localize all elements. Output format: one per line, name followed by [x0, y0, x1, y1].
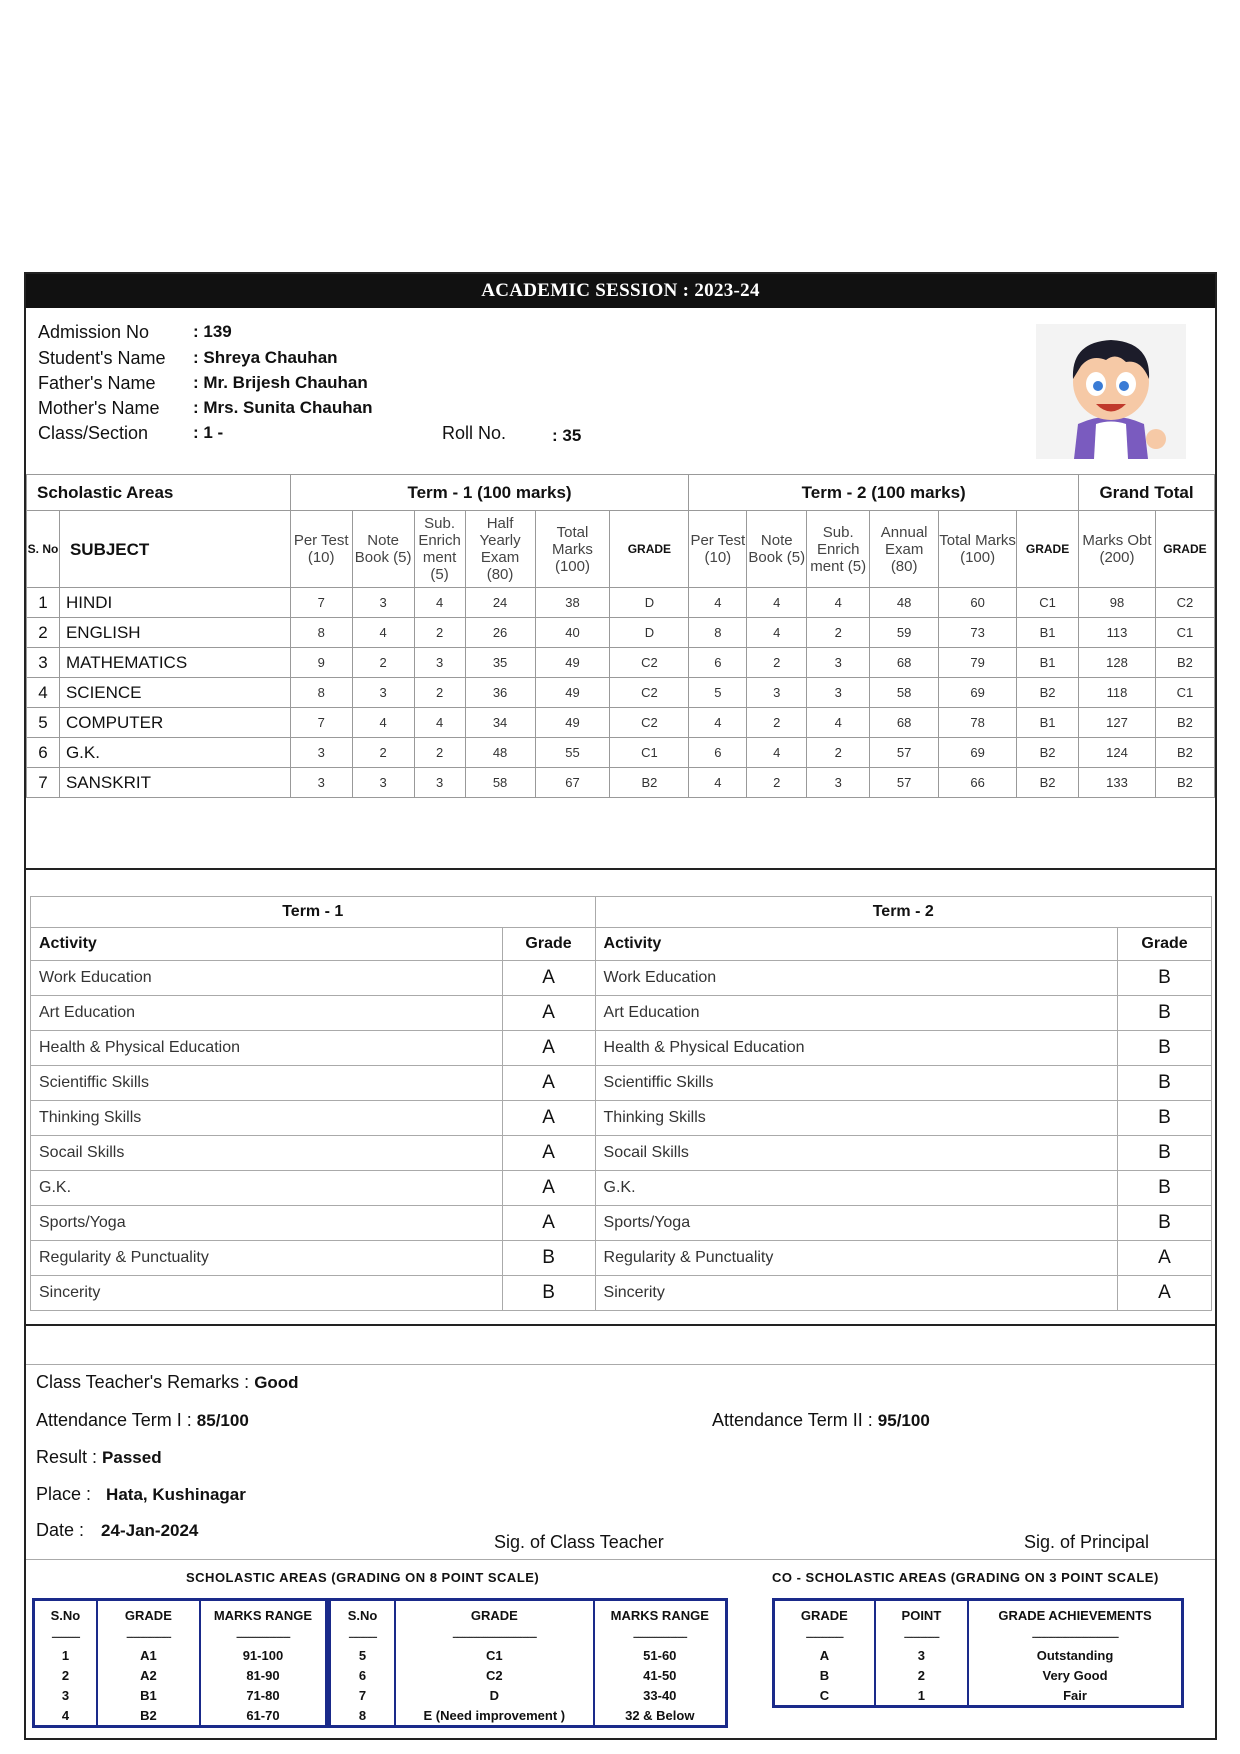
key-grade-cell: B2 [97, 1705, 200, 1727]
remarks-label: Class Teacher's Remarks : [36, 1372, 250, 1392]
table-row [31, 961, 1212, 996]
key-grade-cell: C1 [395, 1645, 594, 1665]
result-label: Result : [36, 1447, 98, 1467]
key-range-cell: 71-80 [200, 1685, 327, 1705]
term2-cell: 4 [807, 588, 870, 618]
term1-cell: 2 [352, 648, 414, 678]
term1-cell: 40 [535, 618, 610, 648]
term1-grade-cell: B [502, 1276, 595, 1311]
term1-cell: 67 [535, 768, 610, 798]
activity-cell: Sports/Yoga [31, 1206, 503, 1241]
term2-cell: 3 [807, 678, 870, 708]
table-row [330, 1685, 727, 1705]
key-ach-cell: Outstanding [968, 1645, 1182, 1665]
grand-total-cell: 113 [1079, 618, 1156, 648]
term1-cell: 2 [414, 618, 465, 648]
activity-cell: Thinking Skills [31, 1101, 503, 1136]
table-row [34, 1705, 327, 1727]
activity-cell: G.K. [31, 1171, 503, 1206]
remarks-value: Good [254, 1373, 299, 1392]
term1-cell: C2 [610, 648, 689, 678]
term1-grade-cell: A [502, 996, 595, 1031]
term1-cell: 34 [465, 708, 535, 738]
section-divider [26, 1559, 1215, 1560]
key-grade-cell: E (Need improvement ) [395, 1705, 594, 1727]
term1-cell: 3 [352, 678, 414, 708]
term1-grade-cell: A [502, 1066, 595, 1101]
term1-cell: 3 [414, 648, 465, 678]
report-card [24, 272, 1217, 1740]
activity-cell: Sports/Yoga [595, 1206, 1118, 1241]
term2-cell: 78 [939, 708, 1017, 738]
term2-cell: 4 [689, 708, 747, 738]
term2-cell: 68 [870, 708, 939, 738]
table-row [774, 1645, 1183, 1665]
place-value: Hata, Kushinagar [106, 1485, 246, 1504]
term1-cell: 8 [290, 678, 352, 708]
scholastic-header: Scholastic Areas [27, 475, 291, 511]
key-range-cell: 91-100 [200, 1645, 327, 1665]
term2-grade-cell: B [1118, 1171, 1212, 1206]
term1-cell: 7 [290, 588, 352, 618]
term2-cell: 2 [807, 618, 870, 648]
term1-grade-cell: A [502, 1171, 595, 1206]
mother-value: : Mrs. Sunita Chauhan [193, 398, 373, 417]
sno-header: S.No [34, 1600, 97, 1630]
serial-cell: 5 [27, 708, 60, 738]
term2-cell: 79 [939, 648, 1017, 678]
term2-header: Term - 2 (100 marks) [689, 475, 1079, 511]
key-point-cell: 1 [875, 1685, 968, 1707]
col-header: GRADE [1017, 511, 1079, 588]
key-grade-cell: A [774, 1645, 875, 1665]
term1-cell: 3 [352, 588, 414, 618]
subject-cell: COMPUTER [59, 708, 290, 738]
table-row [774, 1685, 1183, 1707]
admission-value: : 139 [193, 322, 232, 341]
term2-cell: 60 [939, 588, 1017, 618]
table-row [34, 1665, 327, 1685]
key-range-cell: 33-40 [594, 1685, 727, 1705]
grand-total-cell: 124 [1079, 738, 1156, 768]
term1-cell: 38 [535, 588, 610, 618]
grand-total-header: Grand Total [1079, 475, 1215, 511]
section-divider [26, 868, 1215, 870]
key-grade-cell: B1 [97, 1685, 200, 1705]
table-row [27, 678, 1215, 708]
table-row [27, 588, 1215, 618]
table-row [34, 1645, 327, 1665]
table-row [31, 996, 1212, 1031]
place-line [36, 1484, 246, 1505]
term1-cell: 35 [465, 648, 535, 678]
activities-table [30, 896, 1212, 1311]
table-row [27, 648, 1215, 678]
range-header: MARKS RANGE [200, 1600, 327, 1630]
student-avatar-icon [1036, 324, 1186, 459]
grand-total-cell: B2 [1155, 738, 1214, 768]
activity-term1-header: Term - 1 [31, 897, 596, 928]
grand-total-cell: C2 [1155, 588, 1214, 618]
table-row [31, 1031, 1212, 1066]
activity-cell: Health & Physical Education [31, 1031, 503, 1066]
term2-cell: 2 [747, 708, 807, 738]
term1-cell: 49 [535, 678, 610, 708]
table-row [31, 1206, 1212, 1241]
activity-cell: Thinking Skills [595, 1101, 1118, 1136]
term1-cell: 2 [414, 738, 465, 768]
term2-cell: 2 [747, 768, 807, 798]
col-header: Total Marks (100) [939, 511, 1017, 588]
term1-cell: 2 [414, 678, 465, 708]
term2-cell: B1 [1017, 648, 1079, 678]
term1-grade-cell: B [502, 1241, 595, 1276]
table-row [31, 1171, 1212, 1206]
term1-cell: 4 [414, 588, 465, 618]
term2-grade-cell: B [1118, 1066, 1212, 1101]
term2-cell: 69 [939, 678, 1017, 708]
term1-cell: 4 [352, 708, 414, 738]
term2-cell: 6 [689, 648, 747, 678]
key-ach-cell: Fair [968, 1685, 1182, 1707]
principal-signature: Sig. of Principal [1024, 1532, 1150, 1552]
key-sn-cell: 7 [330, 1685, 396, 1705]
term2-cell: C1 [1017, 588, 1079, 618]
term2-cell: 57 [870, 768, 939, 798]
col-header: Sub. Enrich ment (5) [414, 511, 465, 588]
term1-cell: 9 [290, 648, 352, 678]
activity-cell: Socail Skills [31, 1136, 503, 1171]
term2-cell: 3 [807, 648, 870, 678]
term2-cell: 8 [689, 618, 747, 648]
term1-cell: D [610, 588, 689, 618]
activity-cell: Sincerity [31, 1276, 503, 1311]
term2-grade-cell: B [1118, 1031, 1212, 1066]
term2-cell: 2 [807, 738, 870, 768]
col-header: GRADE [1155, 511, 1214, 588]
co-grade-header: GRADE [774, 1600, 875, 1630]
term1-cell: C2 [610, 678, 689, 708]
col-header: Per Test (10) [290, 511, 352, 588]
key-sn-cell: 4 [34, 1705, 97, 1727]
section-divider [26, 1364, 1215, 1365]
col-header: Note Book (5) [352, 511, 414, 588]
marks-table [26, 474, 1215, 798]
col-header: Half Yearly Exam (80) [465, 511, 535, 588]
term1-cell: 24 [465, 588, 535, 618]
grand-total-cell: 133 [1079, 768, 1156, 798]
term1-grade-cell: A [502, 1136, 595, 1171]
term1-cell: 3 [290, 738, 352, 768]
col-header: Sub. Enrich ment (5) [807, 511, 870, 588]
term1-cell: 2 [352, 738, 414, 768]
activity-cell: Scientiffic Skills [31, 1066, 503, 1101]
term1-cell: 58 [465, 768, 535, 798]
grade-header: Grade [502, 928, 595, 961]
term2-cell: 57 [870, 738, 939, 768]
term2-cell: 48 [870, 588, 939, 618]
serial-cell: 2 [27, 618, 60, 648]
term2-cell: 4 [747, 738, 807, 768]
grand-total-cell: 127 [1079, 708, 1156, 738]
term2-grade-cell: B [1118, 996, 1212, 1031]
place-label: Place : [36, 1484, 92, 1504]
col-header: Marks Obt (200) [1079, 511, 1156, 588]
activity-cell: Sincerity [595, 1276, 1118, 1311]
grand-total-cell: C1 [1155, 618, 1214, 648]
activity-cell: Health & Physical Education [595, 1031, 1118, 1066]
grand-total-cell: C1 [1155, 678, 1214, 708]
table-row [27, 738, 1215, 768]
key-grade-cell: A1 [97, 1645, 200, 1665]
term1-grade-cell: A [502, 1031, 595, 1066]
term2-grade-cell: B [1118, 1101, 1212, 1136]
activity-term2-header: Term - 2 [595, 897, 1211, 928]
key-sn-cell: 6 [330, 1665, 396, 1685]
term2-grade-cell: B [1118, 961, 1212, 996]
co-scholastic-scale-title: CO - SCHOLASTIC AREAS (GRADING ON 3 POINT SCALE) [772, 1570, 1159, 1585]
grand-total-cell: B2 [1155, 768, 1214, 798]
session-title: ACADEMIC SESSION : 2023-24 [26, 274, 1215, 308]
term2-grade-cell: A [1118, 1241, 1212, 1276]
key-sn-cell: 5 [330, 1645, 396, 1665]
term2-cell: 66 [939, 768, 1017, 798]
table-row [31, 1136, 1212, 1171]
term1-cell: 3 [290, 768, 352, 798]
class-teacher-signature: Sig. of Class Teacher [494, 1532, 664, 1552]
col-header: Note Book (5) [747, 511, 807, 588]
term1-cell: 7 [290, 708, 352, 738]
term1-cell: D [610, 618, 689, 648]
point-header: POINT [875, 1600, 968, 1630]
result-line [36, 1447, 162, 1468]
admission-label: Admission No [38, 322, 150, 342]
mother-label: Mother's Name [38, 398, 160, 418]
key-point-cell: 3 [875, 1645, 968, 1665]
term2-cell: 4 [747, 588, 807, 618]
attendance-term1 [36, 1410, 249, 1431]
term2-cell: 68 [870, 648, 939, 678]
term1-grade-cell: A [502, 961, 595, 996]
grading-key-left: S.No GRADE MARKS RANGE ------------ ------------------- ----------------------- 1 A1 91-100 2 A2 81-90 3 B1 71-80 4 B2 61-70 [32, 1598, 328, 1728]
term2-cell: 73 [939, 618, 1017, 648]
activity-cell: Work Education [595, 961, 1118, 996]
key-grade-cell: C2 [395, 1665, 594, 1685]
term2-cell: 3 [807, 768, 870, 798]
serial-cell: 4 [27, 678, 60, 708]
activity-cell: Work Education [31, 961, 503, 996]
subject-cell: SCIENCE [59, 678, 290, 708]
subject-header: SUBJECT [59, 511, 290, 588]
activity-cell: Scientiffic Skills [595, 1066, 1118, 1101]
date-line [36, 1520, 198, 1541]
table-row [330, 1645, 727, 1665]
class-value: : 1 - [193, 423, 224, 442]
term1-cell: 3 [414, 768, 465, 798]
class-label: Class/Section [38, 423, 149, 443]
key-point-cell: 2 [875, 1665, 968, 1685]
term2-cell: 2 [747, 648, 807, 678]
table-row [774, 1665, 1183, 1685]
term2-grade-cell: A [1118, 1276, 1212, 1311]
date-label: Date : [36, 1520, 85, 1540]
term2-cell: 59 [870, 618, 939, 648]
term2-cell: B2 [1017, 738, 1079, 768]
roll-value: : 35 [552, 426, 582, 445]
activity-cell: Regularity & Punctuality [31, 1241, 503, 1276]
term1-cell: 36 [465, 678, 535, 708]
term1-cell: B2 [610, 768, 689, 798]
name-value: : Shreya Chauhan [193, 348, 338, 367]
term2-cell: 4 [807, 708, 870, 738]
date-value: 24-Jan-2024 [101, 1521, 199, 1540]
term2-cell: 58 [870, 678, 939, 708]
key-grade-cell: A2 [97, 1665, 200, 1685]
col-header: Per Test (10) [689, 511, 747, 588]
serial-cell: 6 [27, 738, 60, 768]
term1-grade-cell: A [502, 1101, 595, 1136]
term2-cell: B1 [1017, 708, 1079, 738]
name-label: Student's Name [38, 348, 166, 368]
activity-header: Activity [31, 928, 503, 961]
key-sn-cell: 3 [34, 1685, 97, 1705]
table-row [34, 1685, 327, 1705]
grand-total-cell: B2 [1155, 648, 1214, 678]
key-grade-cell: D [395, 1685, 594, 1705]
attendance1-label: Attendance Term I : [36, 1410, 192, 1430]
term1-cell: 3 [352, 768, 414, 798]
section-divider [26, 1324, 1215, 1326]
key-range-cell: 51-60 [594, 1645, 727, 1665]
term2-cell: 6 [689, 738, 747, 768]
key-range-cell: 61-70 [200, 1705, 327, 1727]
grade-header: GRADE [97, 1600, 200, 1630]
grand-total-cell: 98 [1079, 588, 1156, 618]
activity-cell: Art Education [31, 996, 503, 1031]
term1-cell: 55 [535, 738, 610, 768]
activity-cell: Socail Skills [595, 1136, 1118, 1171]
term1-cell: C2 [610, 708, 689, 738]
term1-header: Term - 1 (100 marks) [290, 475, 689, 511]
roll-label: Roll No. [442, 423, 507, 443]
subject-cell: MATHEMATICS [59, 648, 290, 678]
serial-cell: 3 [27, 648, 60, 678]
activity-cell: Regularity & Punctuality [595, 1241, 1118, 1276]
activity-cell: Art Education [595, 996, 1118, 1031]
col-header: GRADE [610, 511, 689, 588]
serial-cell: 7 [27, 768, 60, 798]
term2-grade-cell: B [1118, 1206, 1212, 1241]
term2-cell: 4 [689, 588, 747, 618]
father-value: : Mr. Brijesh Chauhan [193, 373, 368, 392]
table-row [31, 1101, 1212, 1136]
term1-cell: 49 [535, 648, 610, 678]
key-grade-cell: B [774, 1665, 875, 1685]
table-row [330, 1705, 727, 1727]
scholastic-scale-title: SCHOLASTIC AREAS (GRADING ON 8 POINT SCALE) [186, 1570, 540, 1585]
key-sn-cell: 8 [330, 1705, 396, 1727]
table-row [330, 1665, 727, 1685]
subject-cell: SANSKRIT [59, 768, 290, 798]
subject-cell: ENGLISH [59, 618, 290, 648]
key-range-cell: 81-90 [200, 1665, 327, 1685]
attendance-term2 [712, 1410, 930, 1431]
key-range-cell: 41-50 [594, 1665, 727, 1685]
table-row [31, 1276, 1212, 1311]
achievement-header: GRADE ACHIEVEMENTS [968, 1600, 1182, 1630]
attendance2-label: Attendance Term II : [712, 1410, 873, 1430]
col-header: Total Marks (100) [535, 511, 610, 588]
key-grade-cell: C [774, 1685, 875, 1707]
term2-cell: 4 [689, 768, 747, 798]
term1-cell: 48 [465, 738, 535, 768]
term1-cell: 4 [352, 618, 414, 648]
term1-cell: 49 [535, 708, 610, 738]
table-row [31, 1066, 1212, 1101]
term1-cell: 26 [465, 618, 535, 648]
key-ach-cell: Very Good [968, 1665, 1182, 1685]
result-value: Passed [102, 1448, 162, 1467]
col-header: Annual Exam (80) [870, 511, 939, 588]
grading-key-right: S.No GRADE MARKS RANGE ------------ ------------------------------------ ----------------------- 5 C1 51-60 6 C2 41-50 7 D 33-40 8 E (Need improvement ) 32 & Below [328, 1598, 728, 1728]
co-grading-key: GRADE POINT GRADE ACHIEVEMENTS ---------------- --------------- ------------------------------------- A 3 Outstanding B 2 Very Good C 1 Fair [772, 1598, 1184, 1708]
sno-header: S. No [27, 511, 60, 588]
term1-grade-cell: A [502, 1206, 595, 1241]
subject-cell: G.K. [59, 738, 290, 768]
range-header: MARKS RANGE [594, 1600, 727, 1630]
table-row [27, 618, 1215, 648]
sno-header: S.No [330, 1600, 396, 1630]
grade-header: Grade [1118, 928, 1212, 961]
activity-cell: G.K. [595, 1171, 1118, 1206]
term2-grade-cell: B [1118, 1136, 1212, 1171]
term1-cell: 8 [290, 618, 352, 648]
term1-cell: 4 [414, 708, 465, 738]
grade-header: GRADE [395, 1600, 594, 1630]
key-sn-cell: 1 [34, 1645, 97, 1665]
remarks-line [36, 1372, 299, 1393]
table-row [27, 708, 1215, 738]
activity-header: Activity [595, 928, 1118, 961]
table-row [31, 1241, 1212, 1276]
subject-cell: HINDI [59, 588, 290, 618]
term2-cell: B2 [1017, 768, 1079, 798]
key-range-cell: 32 & Below [594, 1705, 727, 1727]
grand-total-cell: 128 [1079, 648, 1156, 678]
term2-cell: B2 [1017, 678, 1079, 708]
key-sn-cell: 2 [34, 1665, 97, 1685]
term2-cell: 69 [939, 738, 1017, 768]
grand-total-cell: B2 [1155, 708, 1214, 738]
term2-cell: 3 [747, 678, 807, 708]
term2-cell: B1 [1017, 618, 1079, 648]
attendance1-value: 85/100 [196, 1411, 249, 1430]
attendance2-value: 95/100 [877, 1411, 930, 1430]
term2-cell: 4 [747, 618, 807, 648]
serial-cell: 1 [27, 588, 60, 618]
grand-total-cell: 118 [1079, 678, 1156, 708]
table-row [27, 768, 1215, 798]
term2-cell: 5 [689, 678, 747, 708]
father-label: Father's Name [38, 373, 156, 393]
term1-cell: C1 [610, 738, 689, 768]
